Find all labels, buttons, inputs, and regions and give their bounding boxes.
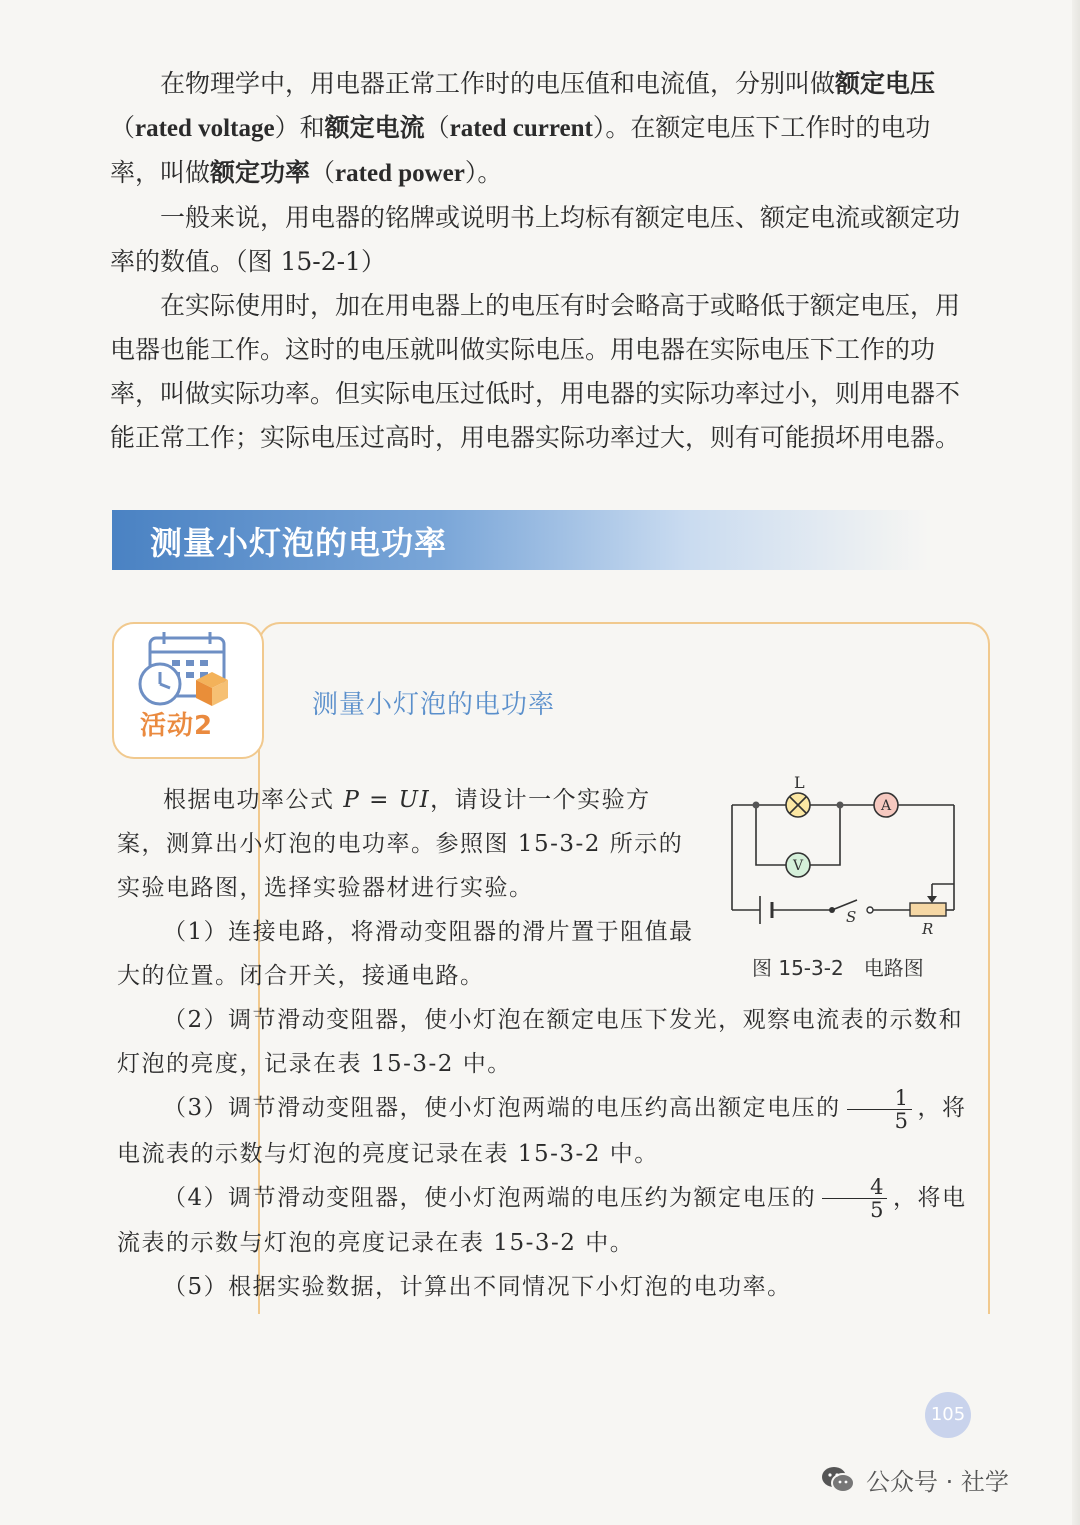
step-1: （1）连接电路，将滑动变阻器的滑片置于阻值最大的位置。闭合开关，接通电路。 bbox=[117, 919, 694, 989]
ammeter-label: A bbox=[880, 798, 892, 814]
slider-arrow bbox=[927, 896, 937, 903]
section-title: 测量小灯泡的电功率 bbox=[150, 524, 448, 562]
step-4: （4）调节滑动变阻器，使小灯泡两端的电压约为额定电压的 $\frac{4}{5}$ ，将电流表的示数与灯泡的亮度记录在表 15-3-2 中。 bbox=[117, 1175, 967, 1256]
lamp-label: L bbox=[794, 773, 805, 792]
intro-paragraph-3: 在实际使用时，加在用电器上的电压有时会略高于或略低于额定电压，用电器也能工作。这时的电压就叫做实际电压。用电器在实际电压下工作的功率，叫做实际功率。但实际电压过低时，用电器的实际功率过小，则用电器不能正常工作；实际电压过高时，用电器实际功率过大，则有可能损坏用电器。 bbox=[110, 291, 961, 452]
activity-title: 测量小灯泡的电功率 bbox=[312, 690, 556, 720]
junction-left bbox=[753, 802, 760, 809]
intro-paragraph-2: 一般来说，用电器的铭牌或说明书上均标有额定电压、额定电流或额定功率的数值。（图 15-2-1） bbox=[110, 203, 961, 276]
fraction-four-fifths: $\frac{4}{5}$ bbox=[822, 1176, 887, 1221]
rheostat bbox=[910, 903, 946, 916]
watermark-text: 公众号 · 社学 bbox=[866, 1468, 1009, 1496]
switch-contact bbox=[867, 907, 873, 913]
section-banner bbox=[112, 510, 932, 570]
switch-pivot bbox=[829, 907, 835, 913]
activity-intro: 根据电功率公式 P = UI，请设计一个实验方案，测算出小灯泡的电功率。参照图 15-3-2 所示的实验电路图，选择实验器材进行实验。 bbox=[117, 787, 684, 901]
junction-right bbox=[837, 802, 844, 809]
figure-caption: 图 15-3-2 电路图 bbox=[752, 956, 924, 980]
page-number: 105 bbox=[925, 1392, 971, 1438]
calendar-clock-icon bbox=[114, 624, 262, 714]
intro-text bbox=[110, 62, 970, 460]
activity-badge: 活动2 bbox=[140, 711, 214, 741]
step-3: （3）调节滑动变阻器，使小灯泡两端的电压约高出额定电压的 $\frac{1}{5}$ ，将电流表的示数与灯泡的亮度记录在表 15-3-2 中。 bbox=[117, 1085, 967, 1167]
voltmeter-branch-right bbox=[810, 805, 840, 865]
wechat-icon bbox=[820, 1465, 856, 1495]
step-5: （5）根据实验数据，计算出不同情况下小灯泡的电功率。 bbox=[163, 1274, 792, 1300]
step-2: （2）调节滑动变阻器，使小灯泡在额定电压下发光，观察电流表的示数和灯泡的亮度，记录在表 15-3-2 中。 bbox=[117, 1007, 964, 1077]
watermark bbox=[820, 1462, 1009, 1497]
voltmeter-branch-left bbox=[756, 805, 786, 865]
fraction-one-fifth: $\frac{1}{5}$ bbox=[847, 1087, 912, 1132]
page-edge bbox=[1072, 0, 1080, 1525]
intro-paragraph-1: 在物理学中，用电器正常工作时的电压值和电流值，分别叫做额定电压（rated voltage）和额定电流（rated current）。在额定电压下工作时的电功率，叫做额定功率（rated power）。 bbox=[110, 69, 936, 187]
rheostat-label: R bbox=[922, 920, 934, 938]
switch-label: S bbox=[846, 908, 857, 926]
circuit-diagram bbox=[722, 772, 972, 942]
voltmeter-label: V bbox=[792, 858, 804, 874]
